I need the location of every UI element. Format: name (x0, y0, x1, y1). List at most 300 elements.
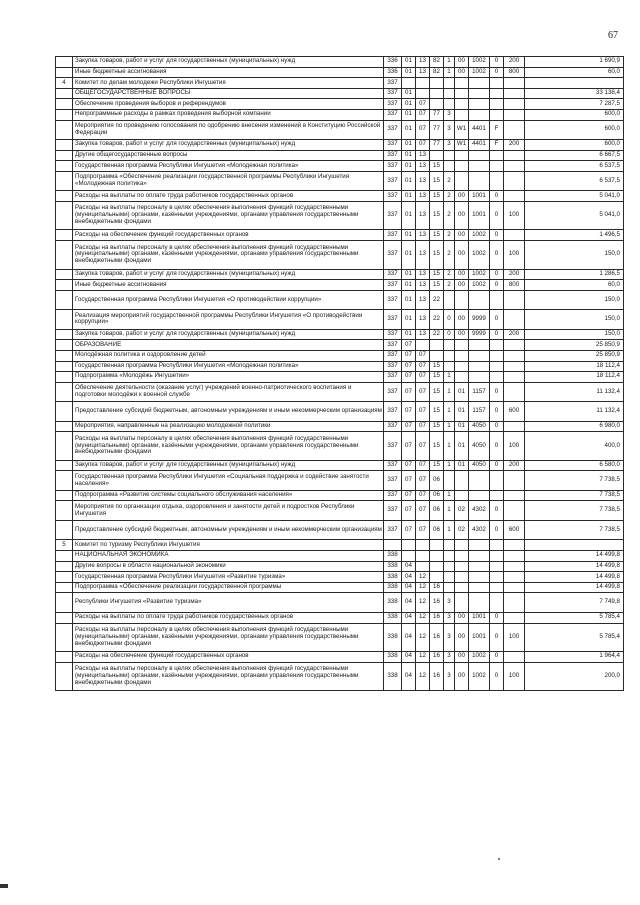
podrazdel-code-cell: 07 (416, 520, 430, 540)
row-number-cell (56, 161, 73, 172)
napravlenie-code-cell: 1157 (469, 402, 490, 422)
napravlenie-code-cell (469, 340, 490, 351)
vid-rashodov-code-cell (504, 109, 525, 120)
meropriyatie-code-cell: 00 (455, 230, 469, 241)
podprogramma-code-cell (444, 150, 455, 161)
podrazdel-code-cell: 12 (416, 623, 430, 652)
meropriyatie-code-cell (455, 109, 469, 120)
amount-cell: 600,0 (525, 140, 624, 151)
expense-name-cell: Государственная программа Республики Ингушетия «Молодежная политика» (73, 161, 384, 172)
ved-code-cell: 337 (384, 340, 402, 351)
razdel-code-cell: 04 (402, 593, 416, 613)
podrazdel-code-cell: 12 (416, 593, 430, 613)
expense-name-cell: Расходы на выплаты персоналу в целях обеспечения выполнения функций государственными (муниципальными) органами, казёнными учреждениями, органами управления государственными внебюджетными фондами (73, 201, 384, 230)
programma-code-cell: 15 (430, 269, 444, 280)
programma-code-cell: 15 (430, 161, 444, 172)
podrazdel-code-cell: 07 (416, 432, 430, 461)
kod-code-cell (490, 593, 504, 613)
table-row (56, 421, 624, 432)
programma-code-cell: 77 (430, 109, 444, 120)
programma-code-cell: 15 (430, 460, 444, 471)
podprogramma-code-cell: 1 (444, 421, 455, 432)
napravlenie-code-cell: 1002 (469, 652, 490, 663)
podrazdel-code-cell: 13 (416, 161, 430, 172)
ved-code-cell: 337 (384, 269, 402, 280)
amount-cell: 11 132,4 (525, 402, 624, 422)
podprogramma-code-cell: 0 (444, 310, 455, 330)
napravlenie-code-cell: 4050 (469, 432, 490, 461)
row-number-cell (56, 432, 73, 461)
napravlenie-code-cell: 4302 (469, 501, 490, 521)
kod-code-cell (490, 561, 504, 572)
expense-name-cell: Мероприятия по проведению голосования по одобрению внесения изменений в Конституцию Российской Федерации (73, 120, 384, 140)
napravlenie-code-cell (469, 99, 490, 110)
kod-code-cell: 0 (490, 662, 504, 691)
ved-code-cell: 337 (384, 241, 402, 270)
meropriyatie-code-cell: 00 (455, 612, 469, 623)
ved-code-cell: 337 (384, 350, 402, 361)
ved-code-cell: 337 (384, 109, 402, 120)
programma-code-cell: 15 (430, 280, 444, 291)
programma-code-cell: 15 (430, 402, 444, 422)
meropriyatie-code-cell: 00 (455, 191, 469, 202)
meropriyatie-code-cell: 00 (455, 269, 469, 280)
programma-code-cell: 06 (430, 471, 444, 491)
table-row (56, 120, 624, 140)
vid-rashodov-code-cell (504, 88, 525, 99)
expense-name-cell: Иные бюджетные ассигнования (73, 67, 384, 78)
kod-code-cell (490, 290, 504, 310)
ved-code-cell: 337 (384, 460, 402, 471)
table-row (56, 662, 624, 691)
row-number-cell (56, 88, 73, 99)
podrazdel-code-cell (416, 340, 430, 351)
podrazdel-code-cell: 13 (416, 329, 430, 340)
napravlenie-code-cell: 1002 (469, 241, 490, 270)
vid-rashodov-code-cell (504, 191, 525, 202)
podrazdel-code-cell: 13 (416, 230, 430, 241)
kod-code-cell (490, 572, 504, 583)
table-row (56, 109, 624, 120)
programma-code-cell: 15 (430, 421, 444, 432)
napravlenie-code-cell (469, 572, 490, 583)
meropriyatie-code-cell (455, 88, 469, 99)
table-body (56, 57, 624, 691)
podprogramma-code-cell: 1 (444, 67, 455, 78)
podrazdel-code-cell: 13 (416, 201, 430, 230)
programma-code-cell: 15 (430, 230, 444, 241)
expense-name-cell: Другие общегосударственные вопросы (73, 150, 384, 161)
expense-name-cell: Расходы на выплаты по оплате труда работников государственных органов (73, 612, 384, 623)
expense-name-cell: Государственная программа Республики Ингушетия «Социальная поддержка и содействие занятости населения» (73, 471, 384, 491)
ved-code-cell: 337 (384, 372, 402, 383)
expense-name-cell: Республики Ингушетия «Развитие туризма» (73, 593, 384, 613)
vid-rashodov-code-cell (504, 561, 525, 572)
meropriyatie-code-cell (455, 150, 469, 161)
amount-cell: 150,0 (525, 290, 624, 310)
programma-code-cell (430, 551, 444, 562)
expense-name-cell: Обеспечение проведения выборов и референдумов (73, 99, 384, 110)
meropriyatie-code-cell: 00 (455, 280, 469, 291)
ved-code-cell: 337 (384, 382, 402, 402)
napravlenie-code-cell: 1001 (469, 612, 490, 623)
row-number-cell (56, 582, 73, 593)
vid-rashodov-code-cell (504, 310, 525, 330)
programma-code-cell (430, 561, 444, 572)
ved-code-cell: 337 (384, 150, 402, 161)
razdel-code-cell: 01 (402, 201, 416, 230)
ved-code-cell: 338 (384, 662, 402, 691)
podprogramma-code-cell: 3 (444, 140, 455, 151)
table-row (56, 382, 624, 402)
razdel-code-cell: 07 (402, 372, 416, 383)
expense-name-cell: Закупка товаров, работ и услуг для государственных (муниципальных) нужд (73, 269, 384, 280)
row-number-cell (56, 99, 73, 110)
programma-code-cell: 15 (430, 361, 444, 372)
table-row (56, 593, 624, 613)
razdel-code-cell: 04 (402, 612, 416, 623)
razdel-code-cell: 07 (402, 350, 416, 361)
vid-rashodov-code-cell (504, 501, 525, 521)
podprogramma-code-cell: 1 (444, 382, 455, 402)
ved-code-cell: 337 (384, 201, 402, 230)
razdel-code-cell: 07 (402, 340, 416, 351)
vid-rashodov-code-cell (504, 171, 525, 191)
expense-name-cell: Комитет по туризму Республики Ингушетия (73, 540, 384, 551)
napravlenie-code-cell: 4401 (469, 140, 490, 151)
expense-name-cell: Подпрограмма «Обеспечение реализации государственной программы (73, 582, 384, 593)
vid-rashodov-code-cell: 600 (504, 520, 525, 540)
expense-name-cell: ОБЩЕГОСУДАРСТВЕННЫЕ ВОПРОСЫ (73, 88, 384, 99)
vid-rashodov-code-cell (504, 120, 525, 140)
vid-rashodov-code-cell (504, 382, 525, 402)
kod-code-cell: 0 (490, 520, 504, 540)
vid-rashodov-code-cell (504, 372, 525, 383)
napravlenie-code-cell: 1002 (469, 662, 490, 691)
razdel-code-cell: 01 (402, 109, 416, 120)
vid-rashodov-code-cell (504, 230, 525, 241)
amount-cell: 60,0 (525, 280, 624, 291)
razdel-code-cell: 01 (402, 241, 416, 270)
vid-rashodov-code-cell: 600 (504, 402, 525, 422)
razdel-code-cell: 01 (402, 171, 416, 191)
ved-code-cell: 337 (384, 432, 402, 461)
podrazdel-code-cell: 07 (416, 402, 430, 422)
vid-rashodov-code-cell (504, 350, 525, 361)
row-number-cell (56, 191, 73, 202)
expense-name-cell: НАЦИОНАЛЬНАЯ ЭКОНОМИКА (73, 551, 384, 562)
kod-code-cell (490, 350, 504, 361)
podprogramma-code-cell: 2 (444, 280, 455, 291)
table-row (56, 88, 624, 99)
kod-code-cell: 0 (490, 501, 504, 521)
napravlenie-code-cell (469, 150, 490, 161)
vid-rashodov-code-cell (504, 340, 525, 351)
row-number-cell (56, 150, 73, 161)
row-number-cell (56, 269, 73, 280)
table-row (56, 78, 624, 89)
podprogramma-code-cell (444, 582, 455, 593)
ved-code-cell: 337 (384, 329, 402, 340)
meropriyatie-code-cell (455, 582, 469, 593)
podrazdel-code-cell (416, 78, 430, 89)
podprogramma-code-cell: 3 (444, 109, 455, 120)
kod-code-cell: 0 (490, 241, 504, 270)
napravlenie-code-cell: 1002 (469, 280, 490, 291)
programma-code-cell: 22 (430, 329, 444, 340)
table-row (56, 140, 624, 151)
napravlenie-code-cell: 1002 (469, 269, 490, 280)
meropriyatie-code-cell (455, 350, 469, 361)
row-number-cell (56, 662, 73, 691)
expense-name-cell: Расходы на обеспечение функций государственных органов (73, 230, 384, 241)
razdel-code-cell (402, 551, 416, 562)
razdel-code-cell: 07 (402, 382, 416, 402)
table-row (56, 269, 624, 280)
vid-rashodov-code-cell (504, 361, 525, 372)
amount-cell: 7 738,5 (525, 520, 624, 540)
row-number-cell (56, 201, 73, 230)
ved-code-cell: 338 (384, 623, 402, 652)
podprogramma-code-cell: 2 (444, 230, 455, 241)
podprogramma-code-cell: 3 (444, 120, 455, 140)
ved-code-cell: 337 (384, 361, 402, 372)
expense-name-cell: Государственная программа Республики Ингушетия «Молодежная политика» (73, 361, 384, 372)
kod-code-cell (490, 372, 504, 383)
kod-code-cell: 0 (490, 230, 504, 241)
expense-name-cell: Расходы на выплаты персоналу в целях обеспечения выполнения функций государственными (муниципальными) органами, казёнными учреждениями, органами управления государственными внебюджетными фондами (73, 623, 384, 652)
ved-code-cell: 337 (384, 280, 402, 291)
meropriyatie-code-cell (455, 471, 469, 491)
amount-cell: 7 749,8 (525, 593, 624, 613)
napravlenie-code-cell: 9999 (469, 310, 490, 330)
expense-name-cell: Реализация мероприятий государственной программы Республики Ингушетия «О противодействии коррупции» (73, 310, 384, 330)
napravlenie-code-cell (469, 171, 490, 191)
ved-code-cell: 337 (384, 402, 402, 422)
amount-cell: 7 287,5 (525, 99, 624, 110)
meropriyatie-code-cell (455, 561, 469, 572)
expense-name-cell: Расходы на выплаты по оплате труда работников государственных органов (73, 191, 384, 202)
meropriyatie-code-cell: 00 (455, 623, 469, 652)
table-row (56, 67, 624, 78)
napravlenie-code-cell (469, 361, 490, 372)
kod-code-cell: 0 (490, 67, 504, 78)
kod-code-cell (490, 78, 504, 89)
podprogramma-code-cell: 1 (444, 490, 455, 501)
podprogramma-code-cell: 1 (444, 501, 455, 521)
table-row (56, 551, 624, 562)
table-row (56, 623, 624, 652)
ved-code-cell: 337 (384, 99, 402, 110)
amount-cell: 18 112,4 (525, 361, 624, 372)
row-number-cell (56, 340, 73, 351)
row-number-cell (56, 280, 73, 291)
vid-rashodov-code-cell (504, 652, 525, 663)
meropriyatie-code-cell: 02 (455, 501, 469, 521)
napravlenie-code-cell (469, 551, 490, 562)
row-number-cell (56, 471, 73, 491)
table-row (56, 501, 624, 521)
podrazdel-code-cell: 07 (416, 382, 430, 402)
expense-name-cell: Мероприятия по организации отдыха, оздоровления и занятости детей и подростков Республики Ингушетия (73, 501, 384, 521)
row-number-cell (56, 290, 73, 310)
vid-rashodov-code-cell: 200 (504, 329, 525, 340)
podprogramma-code-cell (444, 88, 455, 99)
razdel-code-cell: 01 (402, 57, 416, 68)
podrazdel-code-cell: 13 (416, 290, 430, 310)
ved-code-cell: 338 (384, 572, 402, 583)
napravlenie-code-cell (469, 290, 490, 310)
ved-code-cell: 337 (384, 290, 402, 310)
kod-code-cell: 0 (490, 382, 504, 402)
podprogramma-code-cell (444, 471, 455, 491)
podrazdel-code-cell: 13 (416, 67, 430, 78)
razdel-code-cell: 01 (402, 150, 416, 161)
expense-name-cell: Государственная программа Республики Ингушетия «Развитие туризма» (73, 572, 384, 583)
napravlenie-code-cell: 4302 (469, 520, 490, 540)
vid-rashodov-code-cell (504, 551, 525, 562)
expense-name-cell: ОБРАЗОВАНИЕ (73, 340, 384, 351)
expense-name-cell: Молодёжная политика и оздоровление детей (73, 350, 384, 361)
podrazdel-code-cell: 07 (416, 460, 430, 471)
podprogramma-code-cell (444, 350, 455, 361)
razdel-code-cell: 01 (402, 67, 416, 78)
podrazdel-code-cell: 13 (416, 150, 430, 161)
ved-code-cell: 338 (384, 612, 402, 623)
table-row (56, 460, 624, 471)
amount-cell: 6 580,0 (525, 460, 624, 471)
napravlenie-code-cell (469, 109, 490, 120)
programma-code-cell: 06 (430, 501, 444, 521)
vid-rashodov-code-cell (504, 572, 525, 583)
amount-cell: 7 738,5 (525, 490, 624, 501)
table-row (56, 540, 624, 551)
vid-rashodov-code-cell: 200 (504, 140, 525, 151)
programma-code-cell (430, 572, 444, 583)
expense-name-cell: Закупка товаров, работ и услуг для государственных (муниципальных) нужд (73, 57, 384, 68)
razdel-code-cell: 01 (402, 310, 416, 330)
meropriyatie-code-cell (455, 593, 469, 613)
programma-code-cell: 06 (430, 520, 444, 540)
expense-name-cell: Подпрограмма «Молодёжь Ингушетии» (73, 372, 384, 383)
podrazdel-code-cell: 13 (416, 191, 430, 202)
programma-code-cell: 15 (430, 201, 444, 230)
podrazdel-code-cell: 07 (416, 140, 430, 151)
napravlenie-code-cell: 1002 (469, 57, 490, 68)
podrazdel-code-cell: 13 (416, 171, 430, 191)
podprogramma-code-cell (444, 78, 455, 89)
meropriyatie-code-cell: 00 (455, 57, 469, 68)
kod-code-cell: 0 (490, 329, 504, 340)
amount-cell: 150,0 (525, 241, 624, 270)
amount-cell: 5 041,0 (525, 191, 624, 202)
row-number-cell (56, 490, 73, 501)
meropriyatie-code-cell: 00 (455, 329, 469, 340)
kod-code-cell: 0 (490, 269, 504, 280)
programma-code-cell: 15 (430, 191, 444, 202)
amount-cell: 14 499,8 (525, 551, 624, 562)
vid-rashodov-code-cell (504, 78, 525, 89)
table-row (56, 171, 624, 191)
podrazdel-code-cell (416, 551, 430, 562)
expense-name-cell: Иные бюджетные ассигнования (73, 280, 384, 291)
kod-code-cell: 0 (490, 612, 504, 623)
programma-code-cell (430, 340, 444, 351)
meropriyatie-code-cell: 01 (455, 460, 469, 471)
razdel-code-cell: 04 (402, 582, 416, 593)
row-number-cell (56, 551, 73, 562)
napravlenie-code-cell (469, 490, 490, 501)
kod-code-cell (490, 582, 504, 593)
programma-code-cell: 15 (430, 241, 444, 270)
amount-cell (525, 78, 624, 89)
row-number-cell (56, 623, 73, 652)
podprogramma-code-cell: 1 (444, 402, 455, 422)
table-row (56, 340, 624, 351)
table-row (56, 191, 624, 202)
table-row (56, 612, 624, 623)
programma-code-cell: 16 (430, 612, 444, 623)
expense-name-cell: Обеспечение деятельности (оказание услуг) учреждений военно-патриотического воспитания и подготовки молодёжи к военной службе (73, 382, 384, 402)
table-row (56, 561, 624, 572)
row-number-cell (56, 171, 73, 191)
expense-name-cell: Предоставление субсидий бюджетным, автономным учреждениям и иным некоммерческим организациям (73, 520, 384, 540)
row-number-cell (56, 120, 73, 140)
expense-name-cell: Комитет по делам молодежи Республики Ингушетия (73, 78, 384, 89)
row-number-cell (56, 329, 73, 340)
podprogramma-code-cell (444, 340, 455, 351)
kod-code-cell (490, 340, 504, 351)
table-row (56, 230, 624, 241)
programma-code-cell: 15 (430, 171, 444, 191)
programma-code-cell (430, 99, 444, 110)
vid-rashodov-code-cell (504, 582, 525, 593)
napravlenie-code-cell (469, 78, 490, 89)
ved-code-cell: 338 (384, 551, 402, 562)
podprogramma-code-cell: 2 (444, 201, 455, 230)
meropriyatie-code-cell (455, 572, 469, 583)
vid-rashodov-code-cell: 200 (504, 57, 525, 68)
expense-name-cell: Мероприятия, направленные на реализацию молодежной политики (73, 421, 384, 432)
row-number-cell (56, 593, 73, 613)
ved-code-cell: 338 (384, 652, 402, 663)
programma-code-cell: 82 (430, 57, 444, 68)
expense-name-cell: Расходы на выплаты персоналу в целях обеспечения выполнения функций государственными (муниципальными) органами, казёнными учреждениями, органами управления государственными внебюджетными фондами (73, 241, 384, 270)
podprogramma-code-cell (444, 361, 455, 372)
podprogramma-code-cell (444, 290, 455, 310)
podrazdel-code-cell: 13 (416, 280, 430, 291)
programma-code-cell: 77 (430, 140, 444, 151)
programma-code-cell: 16 (430, 623, 444, 652)
amount-cell: 400,0 (525, 432, 624, 461)
razdel-code-cell: 01 (402, 191, 416, 202)
ved-code-cell: 337 (384, 78, 402, 89)
napravlenie-code-cell (469, 471, 490, 491)
row-number-cell (56, 561, 73, 572)
podrazdel-code-cell (416, 540, 430, 551)
table-row (56, 150, 624, 161)
meropriyatie-code-cell (455, 490, 469, 501)
meropriyatie-code-cell: 01 (455, 402, 469, 422)
table-row (56, 201, 624, 230)
table-row (56, 290, 624, 310)
napravlenie-code-cell: 4050 (469, 460, 490, 471)
expense-name-cell: Другие вопросы в области национальной экономики (73, 561, 384, 572)
ved-code-cell: 337 (384, 140, 402, 151)
kod-code-cell: 0 (490, 432, 504, 461)
meropriyatie-code-cell (455, 372, 469, 383)
programma-code-cell: 16 (430, 582, 444, 593)
